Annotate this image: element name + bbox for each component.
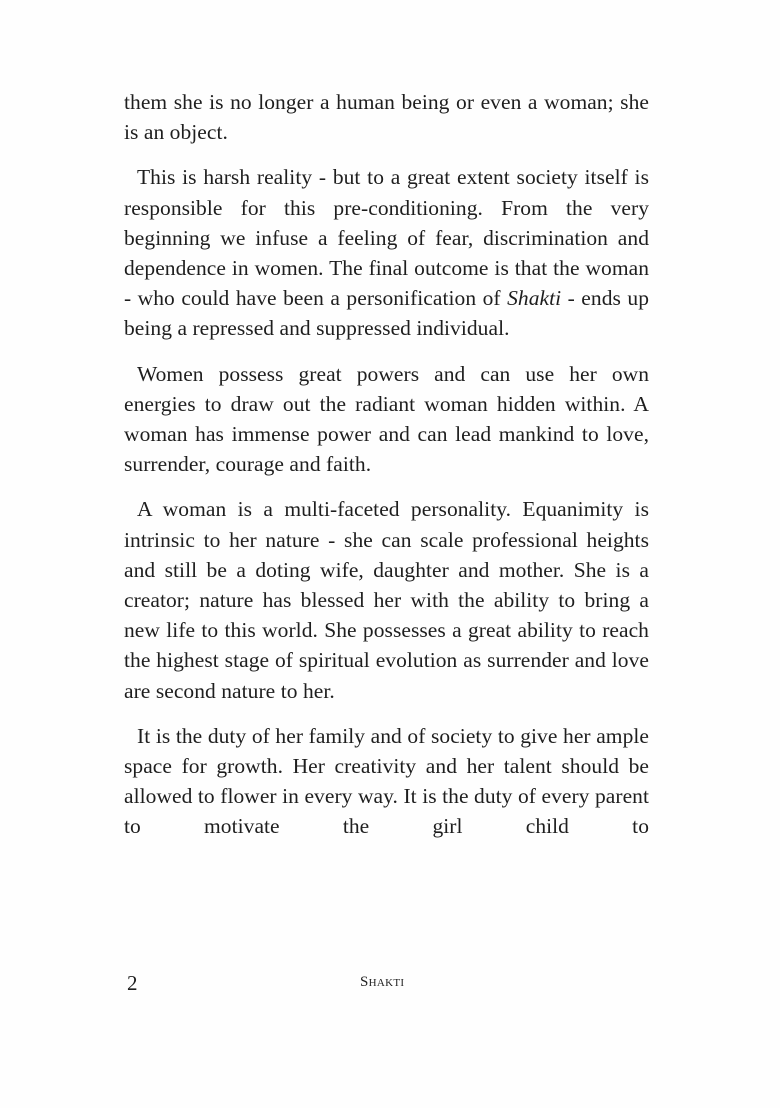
paragraph-text: This is harsh reality - but to a great extent society itself is responsible for this pre-conditioning. From the very beginning we infuse a feeling of fear, discrimination and dependence in women. The final outcome is that the woman - who could have been a personification of: [124, 165, 649, 311]
italic-term: Shakti: [507, 286, 562, 311]
running-title: Shakti: [360, 974, 405, 990]
paragraph-women-powers: Women possess great powers and can use her own energies to draw out the radiant woman hidden within. A woman has immense power and can lead mankind to love, surrender, courage and faith.: [124, 361, 649, 477]
paragraph-multi-faceted: A woman is a multi-faceted personality. Equanimity is intrinsic to her nature - she can scale professional heights and still be a doting wife, daughter and mother. She is a creator; nature has blessed her with the ability to bring a new life to this world. She possesses a great ability to reach the highest stage of spiritual evolution as surrender and love are second nature to her.: [124, 497, 649, 703]
page-number: 2: [127, 971, 138, 995]
paragraph-continued: them she is no longer a human being or even a woman; she is an object.: [124, 90, 649, 145]
paragraph-duty: It is the duty of her family and of society to give her ample space for growth. Her creativity and her talent should be allowed to flower in every way. It is the duty of every parent to motivate the girl child to: [124, 723, 649, 839]
body-text: [124, 87, 649, 857]
paragraph-text: - ends up being a repressed and suppressed individual.: [124, 286, 649, 341]
paragraph-harsh-reality: [124, 162, 649, 343]
page-footer: [124, 971, 649, 995]
